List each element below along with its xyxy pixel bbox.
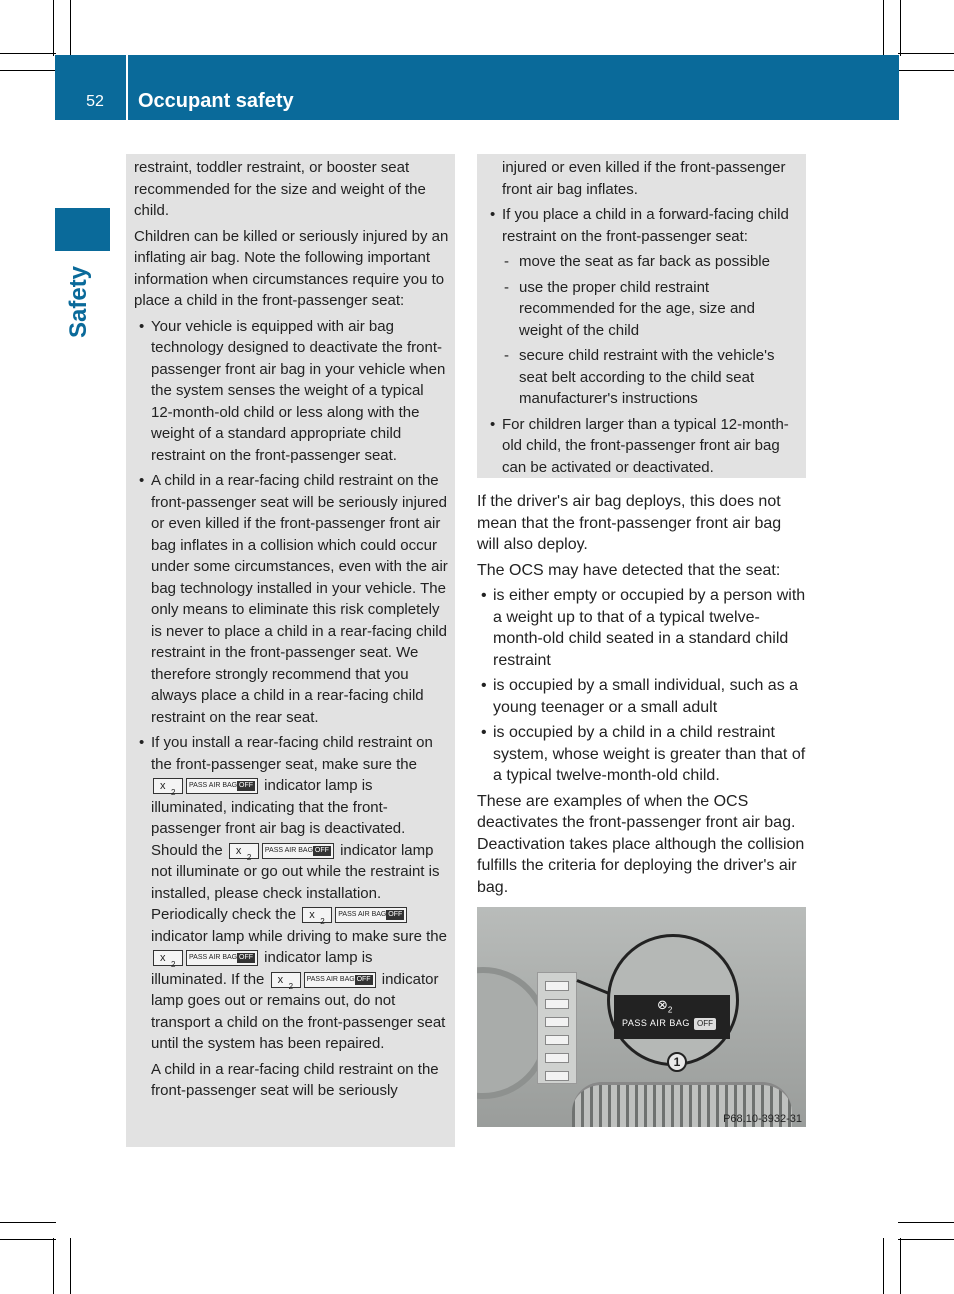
pass-air-bag-off-indicator <box>153 950 258 966</box>
list-item <box>485 204 800 410</box>
pass-air-bag-off-lamp <box>614 995 730 1039</box>
text: indicator lamp while driving to make sure the <box>151 927 447 945</box>
crop-mark <box>53 1238 54 1294</box>
list-item: • is occupied by a child in a child restraint system, whose weight is greater than that of a typical twelve-month-old child. <box>477 722 807 787</box>
list-item <box>134 732 449 1055</box>
text: indicator lamp is illuminated. If the <box>151 949 373 988</box>
page-number: 52 <box>86 93 104 110</box>
crop-mark <box>70 1238 71 1294</box>
warning-box-left <box>126 154 455 1147</box>
pass-air-bag-off-icon: PASS AIR BAG OFF <box>186 778 258 794</box>
paragraph: A child in a rear-facing child restraint on the front-passenger seat will be seriously <box>151 1060 439 1099</box>
crop-mark <box>898 70 954 71</box>
text: indicator lamp not illuminate or go out while the restraint is installed, please check installation. Periodically check the <box>151 841 440 923</box>
side-tab-label: Safety <box>65 265 92 338</box>
crop-mark <box>900 1238 901 1294</box>
callout-marker: 1 <box>667 1052 687 1072</box>
list-item: - secure child restraint with the vehicle's seat belt according to the child seat manufacturer's instructions <box>502 345 800 410</box>
paragraph: injured or even killed if the front-passenger front air bag inflates. <box>502 159 786 198</box>
center-console-panel <box>537 972 577 1084</box>
pass-air-bag-off-icon: PASS AIR BAG OFF <box>262 843 334 859</box>
list-item: • is either empty or occupied by a person with a weight up to that of a typical twelve-month-old child seated in a standard child restraint <box>477 585 807 671</box>
crop-mark <box>53 0 54 56</box>
pass-air-bag-off-icon: PASS AIR BAG OFF <box>304 972 376 988</box>
header-separator <box>126 55 128 120</box>
paragraph: Children can be killed or seriously injured by an inflating air bag. Note the following important information when circumstances require you to place a child in the front-passenger seat: <box>134 227 449 309</box>
paragraph: These are examples of when the OCS deactivates the front-passenger front air bag. Deactivation takes place although the collision fulfills the criteria for deploying the driver's air bag. <box>477 792 805 896</box>
crop-mark <box>898 1222 954 1223</box>
text: If you install a rear-facing child restraint on the front-passenger seat, make sure the <box>151 734 433 773</box>
list-item: • A child in a rear-facing child restraint on the front-passenger seat will be seriously injured or even killed if the front-passenger front air bag inflates in a collision which could occur under some circumstances, even with the air bag technology installed in your vehicle. The only means to eliminate this risk completely is never to place a child in a rear-facing child restraint in the front-passenger seat. We therefore strongly recommend that you always place a child in a rear-facing child restraint on the rear seat. <box>134 470 449 728</box>
crop-mark <box>883 1238 884 1294</box>
dashboard-photo <box>477 907 806 1127</box>
warning-box-right <box>477 154 806 478</box>
lamp-off-text: OFF <box>694 1018 716 1030</box>
occupant-seat-icon <box>271 972 301 988</box>
lamp-text: PASS AIR BAG <box>622 1018 690 1028</box>
list-item: • is occupied by a small individual, such as a young teenager or a small adult <box>477 675 807 718</box>
bullet-list <box>485 204 800 478</box>
crop-mark <box>0 1222 56 1223</box>
list-item: • Your vehicle is equipped with air bag technology designed to deactivate the front-passenger front air bag in your vehicle when the system senses the weight of a typical 12-month-old child or less along with the weight of a standard appropriate child restraint on the front-passenger seat. <box>134 316 449 467</box>
list-item: • For children larger than a typical 12-month-old child, the front-passenger front air bag can be activated or deactivated. <box>485 414 800 479</box>
crop-mark <box>0 53 56 54</box>
paragraph: The OCS may have detected that the seat: <box>477 561 781 579</box>
bullet-list <box>477 585 807 787</box>
dash-list <box>502 251 800 410</box>
occupant-seat-icon <box>153 950 183 966</box>
text: indicator lamp goes out or remains out, do not transport a child on the front-passenger seat until the system has been repaired. <box>151 970 446 1052</box>
occupant-seat-icon <box>302 907 332 923</box>
pass-air-bag-off-indicator <box>153 778 258 794</box>
list-item: - use the proper child restraint recommended for the age, size and weight of the child <box>502 277 800 342</box>
occupant-seat-icon: $\otimes_2$ <box>657 997 673 1015</box>
crop-mark <box>0 1239 56 1240</box>
paragraph: restraint, toddler restraint, or booster seat recommended for the size and weight of the child. <box>134 159 426 219</box>
main-text-right <box>477 491 807 902</box>
pass-air-bag-off-indicator <box>229 843 334 859</box>
text: If you place a child in a forward-facing child restraint on the front-passenger seat: <box>502 206 789 245</box>
pass-air-bag-off-icon: PASS AIR BAG OFF <box>186 950 258 966</box>
paragraph: If the driver's air bag deploys, this does not mean that the front-passenger front air bag will also deploy. <box>477 493 782 553</box>
section-title: Occupant safety <box>138 90 294 112</box>
crop-mark <box>898 53 954 54</box>
occupant-seat-icon <box>153 778 183 794</box>
crop-mark <box>0 70 56 71</box>
crop-mark <box>883 0 884 56</box>
pass-air-bag-off-icon: PASS AIR BAG OFF <box>335 907 407 923</box>
bullet-list <box>134 316 449 1055</box>
text: indicator lamp is illuminated, indicating that the front-passenger front air bag is deactivated. Should the <box>151 777 406 859</box>
occupant-seat-icon <box>229 843 259 859</box>
crop-mark <box>70 0 71 56</box>
crop-mark <box>898 1239 954 1240</box>
side-tab <box>55 208 110 251</box>
list-item: - move the seat as far back as possible <box>502 251 800 273</box>
crop-mark <box>900 0 901 56</box>
photo-code: P68.10-3932-31 <box>723 1113 802 1125</box>
pass-air-bag-off-indicator <box>302 907 407 923</box>
pass-air-bag-off-indicator <box>271 972 376 988</box>
